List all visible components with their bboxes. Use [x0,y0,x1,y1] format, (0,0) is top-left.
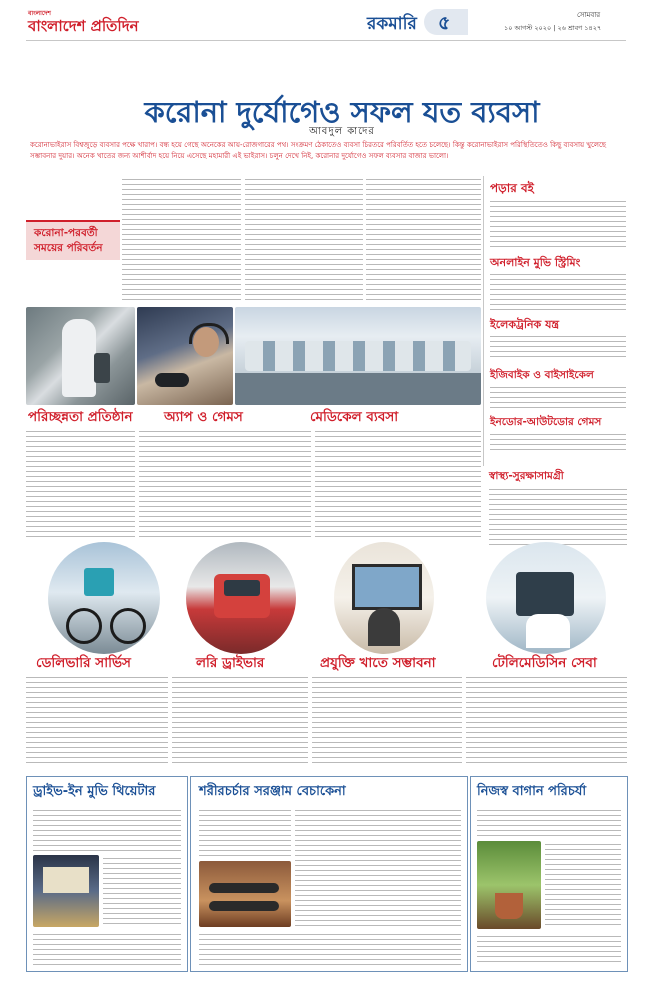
text-drive-in-1 [33,807,181,851]
newspaper-logo-small: বাংলাদেশ [28,10,51,17]
section-heading-delivery: ডেলিভারি সার্ভিস [36,655,131,671]
delivery-cyclist-photo [48,542,160,654]
page-title: করোনা দুর্যোগেও সফল যত ব্যবসা [144,95,540,129]
table-shape [235,373,481,405]
text-telemedicine [466,674,627,766]
right-heading-electronics: ইলেকট্রনিক যন্ত্র [490,318,560,331]
lorry-driver-photo [186,542,296,654]
person-shape [368,608,400,646]
section-heading-cleaning: পরিচ্ছন্নতা প্রতিষ্ঠান [28,409,133,425]
hazmat-suit-shape [62,319,96,397]
text-cleaning [26,428,135,540]
right-text-streaming [490,271,626,311]
lead-article-text-1 [122,176,241,302]
drive-in-theater-photo [33,855,99,927]
issue-day: সোমবার [577,11,601,19]
section-heading-lorry: লরি ড্রাইভার [196,655,265,671]
lead-article-text-2 [245,176,363,302]
text-exercise-1 [199,807,291,857]
headphones-shape [189,323,229,344]
bottom-box-drive-in [26,776,188,972]
section-heading-tech: প্রযুক্তি খাতে সম্ভাবনা [320,655,436,671]
text-delivery [26,674,168,766]
text-garden-3 [477,933,621,965]
text-tech [312,674,462,766]
right-text-electronics [490,333,626,361]
cleaning-worker-photo [26,307,135,405]
movie-screen-shape [43,867,89,893]
right-heading-games: ইনডোর-আউটডোর গেমস [490,416,602,428]
medical-factory-photo [235,307,481,405]
issue-date: ১০ আগস্ট ২০২০ | ২৬ শ্রাবণ ১৪২৭ [504,24,602,32]
right-column [483,176,633,466]
dumbbell-shape-1 [209,883,279,893]
right-heading-health: স্বাস্থ্য-সুরক্ষাসামগ্রী [489,470,564,482]
section-heading-apps-games: অ্যাপ ও গেমস [164,409,243,425]
right-text-books [490,198,626,248]
page-number-badge [424,9,468,35]
page-number: ৫ [438,12,451,34]
text-exercise-2 [295,807,461,927]
right-text-ebike [490,384,626,410]
lead-article-text-3 [366,176,481,302]
right-text-games [490,431,626,453]
sidebar-box [26,220,120,260]
section-heading-telemedicine: টেলিমেডিসিন সেবা [492,655,597,671]
text-apps-games [139,428,311,540]
text-lorry [172,674,308,766]
text-drive-in-3 [33,931,181,965]
right-heading-streaming: অনলাইন মুভি স্ট্রিমিং [490,256,581,269]
text-exercise-3 [199,931,461,965]
plant-pot-shape [495,893,523,919]
text-medical [315,428,481,540]
sprayer-tank-shape [94,353,110,383]
sidebar-box-line1: করোনা-পরবর্তী [34,227,98,239]
right-heading-ebike: ইজিবাইক ও বাইসাইকেল [490,369,594,381]
bottom-box-exercise [190,776,468,972]
section-heading-exercise: শরীরচর্চার সরঞ্জাম বেচাকেনা [199,784,346,799]
telemedicine-photo [486,542,606,654]
byline: আবদুল কাদের [309,126,375,137]
dumbbell-shape-2 [209,901,279,911]
laptop-screen-shape [352,564,422,610]
bicycle-wheel-rear [110,608,146,644]
section-heading-drive-in: ড্রাইভ-ইন মুভি থিয়েটার [33,784,156,799]
doctor-coat-shape [526,614,570,648]
sidebar-box-line2: সময়ের পরিবর্তন [34,242,103,254]
delivery-box-shape [84,568,114,596]
worker-row-shape [245,341,471,371]
masthead [26,6,626,41]
bottom-box-garden [470,776,628,972]
section-heading-garden: নিজস্ব বাগান পরিচর্যা [477,784,587,799]
text-garden-1 [477,807,621,837]
intro-text: করোনাভাইরাস বিশ্বজুড়ে ব্যবসার পক্ষে খারাপ। বন্ধ হয়ে গেছে অনেকের আয়-রোজগারের পথ। সংক্রমণ ঠেকাতেও ব্যবসা চিরতরে পরিবর্তিত হতে চলেছে। কিন্তু করোনাভাইরাস পরিস্থিতিতেও কিছু ব্যবসায় খুলেছে সম্ভাবনার দুয়ার। অনেক খাতের জন্য আশীর্বাদ হয়ে নিয়ে এসেছে মহামারী এই ভাইরাস। চলুন দেখে নিই, করোনার দুর্যোগেও সফল ব্যবসার বাজার ভালো। [30,141,607,160]
newspaper-logo: বাংলাদেশ প্রতিদিন [28,17,139,35]
intro-paragraph [30,140,626,164]
gaming-person-photo [137,307,233,405]
right-heading-books: পড়ার বই [490,181,534,195]
video-call-photo [334,542,434,654]
text-garden-2 [545,841,621,929]
bicycle-wheel-front [66,608,102,644]
tablet-shape [516,572,574,616]
section-name: রকমারি [367,14,417,34]
game-controller-shape [155,373,189,387]
right-text-health [489,486,627,546]
text-drive-in-2 [103,855,181,927]
garden-photo [477,841,541,929]
truck-window-shape [224,580,260,596]
section-heading-medical: মেডিকেল ব্যবসা [310,409,399,425]
dumbbells-photo [199,861,291,927]
